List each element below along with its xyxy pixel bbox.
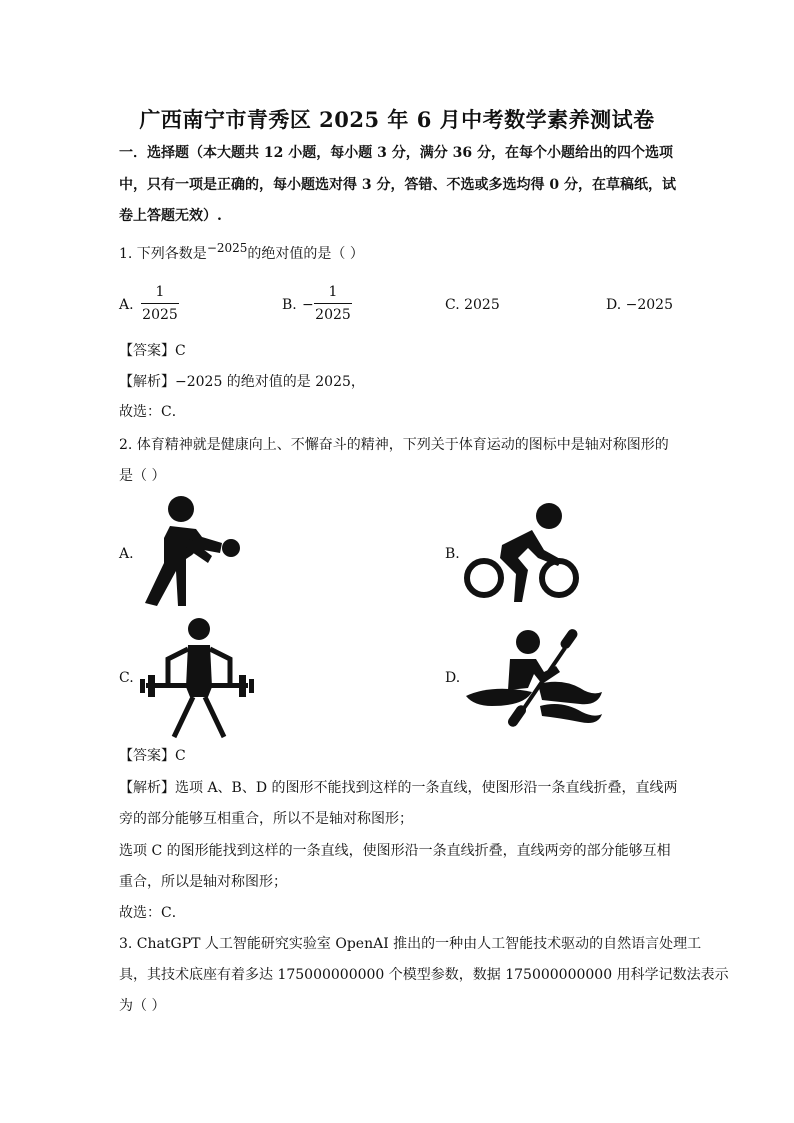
q1-option-b-denominator: 2025 [315,307,351,323]
q1-option-b-numerator: 1 [328,284,338,300]
q2-option-a-label: A. [119,546,134,562]
q2-analysis-line-4: 重合，所以是轴对称图形； [119,874,287,890]
q1-option-b-sign: − [302,297,314,313]
q1-analysis: 【解析】−2025 的绝对值的是 2025， [119,374,365,390]
q1-stem-post: 的绝对值的是（ ） [247,246,364,262]
q2-stem-line-2: 是（ ） [119,468,166,484]
q1-conclusion: 故选：C． [119,404,186,420]
q1-option-d: D. −2025 [606,297,673,313]
cyclist-icon [462,500,584,605]
q1-option-c: C. 2025 [445,297,500,313]
section-instructions-line-3: 卷上答题无效）. [119,208,222,224]
q3-stem-line-1: 3. ChatGPT 人工智能研究实验室 OpenAI 推出的一种由人工智能技术驱动的自然语言处理工 [119,936,702,952]
kayaker-icon [462,626,604,732]
q1-option-a-label: A. [119,297,134,313]
q2-analysis-line-1: 【解析】选项 A、B、D 的图形不能找到这样的一条直线，使图形沿一条直线折叠，直线两 [119,780,678,796]
q1-option-a-fraction [141,284,179,323]
fraction-bar [314,303,352,304]
q2-analysis-line-2: 旁的部分能够互相重合，所以不是轴对称图形； [119,811,413,827]
q1-stem [119,241,364,262]
volleyball-player-icon [140,493,245,608]
q2-option-b-label: B. [445,546,460,562]
page-title: 广西南宁市青秀区 2025 年 6 月中考数学素养测试卷 [139,107,655,132]
q3-stem-line-3: 为（ ） [119,998,166,1014]
q2-answer: 【答案】C [119,748,186,764]
q1-answer: 【答案】C [119,343,186,359]
q1-option-b-fraction [314,284,352,323]
q2-stem-line-1: 2. 体育精神就是健康向上、不懈奋斗的精神，下列关于体育运动的图标中是轴对称图形的 [119,437,669,453]
q2-conclusion: 故选：C． [119,905,186,921]
q1-stem-number: −2025 [206,241,248,255]
q2-analysis-line-3: 选项 C 的图形能找到这样的一条直线，使图形沿一条直线折叠，直线两旁的部分能够互相 [119,843,671,859]
q1-stem-pre: 1. 下列各数是 [119,246,207,262]
section-instructions-line-2: 中，只有一项是正确的，每小题选对得 3 分，答错、不选或多选均得 0 分，在草稿纸，试 [119,177,676,193]
q2-option-c-label: C. [119,670,134,686]
q1-option-b-label: B. [282,297,297,313]
q2-option-d-label: D. [445,670,461,686]
q1-option-a-numerator: 1 [155,284,165,300]
q3-stem-line-2: 具，其技术底座有着多达 175000000000 个模型参数，数据 175000000000 用科学记数法表示 [119,967,729,983]
section-instructions-line-1: 一．选择题（本大题共 12 小题，每小题 3 分，满分 36 分，在每个小题给出的四个选项 [119,145,673,161]
q1-option-a-denominator: 2025 [142,307,178,323]
fraction-bar [141,303,179,304]
weightlifter-icon [138,617,256,739]
